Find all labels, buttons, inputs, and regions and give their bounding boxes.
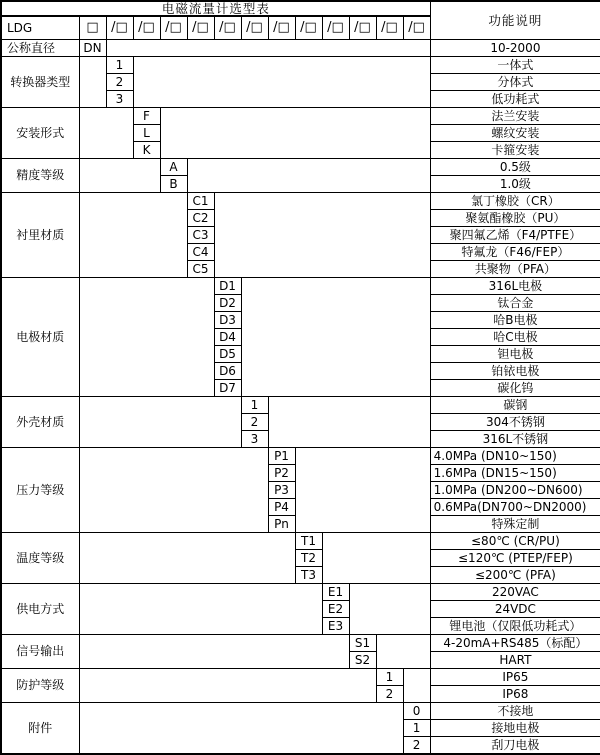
- option-row: [1, 397, 600, 414]
- spacer: [322, 533, 430, 584]
- code-slot-icon: /□: [214, 16, 241, 40]
- option-description: 220VAC: [430, 584, 600, 601]
- code-slot-icon: /□: [268, 16, 295, 40]
- spacer: [349, 584, 430, 635]
- option-code: E2: [322, 601, 349, 618]
- code-slot-icon: /□: [322, 16, 349, 40]
- option-description: 碳化钨: [430, 380, 600, 397]
- option-description: 1.0级: [430, 176, 600, 193]
- diameter-row: [1, 40, 600, 57]
- option-description: 螺纹安装: [430, 125, 600, 142]
- option-description: 分体式: [430, 74, 600, 91]
- category-label: 安装形式: [1, 108, 79, 159]
- option-code: P3: [268, 482, 295, 499]
- spacer: [214, 193, 430, 278]
- option-description: 0.5级: [430, 159, 600, 176]
- spacer: [268, 397, 430, 448]
- option-code: 3: [241, 431, 268, 448]
- category-label: 电极材质: [1, 278, 79, 397]
- option-description: 316L电极: [430, 278, 600, 295]
- option-code: E1: [322, 584, 349, 601]
- function-column-header: 功能说明: [430, 1, 600, 40]
- spacer: [241, 278, 430, 397]
- option-row: [1, 669, 600, 686]
- spacer: [79, 584, 322, 635]
- spacer: [79, 278, 214, 397]
- option-row: [1, 703, 600, 720]
- spacer: [106, 40, 430, 57]
- option-code: C4: [187, 244, 214, 261]
- code-slot-icon: /□: [241, 16, 268, 40]
- option-description: 4-20mA+RS485（标配）: [430, 635, 600, 652]
- category-label: 供电方式: [1, 584, 79, 635]
- option-description: 特氟龙（F46/FEP）: [430, 244, 600, 261]
- option-code: 3: [106, 91, 133, 108]
- spacer: [79, 193, 187, 278]
- option-description: 刮刀电极: [430, 737, 600, 755]
- category-label: 防护等级: [1, 669, 79, 703]
- option-description: 316L不锈钢: [430, 431, 600, 448]
- option-code: D4: [214, 329, 241, 346]
- option-code: K: [133, 142, 160, 159]
- option-code: P4: [268, 499, 295, 516]
- option-code: A: [160, 159, 187, 176]
- option-description: 一体式: [430, 57, 600, 74]
- option-code: 2: [106, 74, 133, 91]
- option-code: D6: [214, 363, 241, 380]
- model-prefix-label: LDG: [1, 16, 79, 40]
- option-code: P1: [268, 448, 295, 465]
- option-description: 共聚物（PFA）: [430, 261, 600, 278]
- option-code: S2: [349, 652, 376, 669]
- code-slot-icon: /□: [106, 16, 133, 40]
- option-code: P2: [268, 465, 295, 482]
- spacer: [79, 397, 241, 448]
- spacer: [376, 635, 430, 669]
- category-label: 衬里材质: [1, 193, 79, 278]
- option-code: L: [133, 125, 160, 142]
- option-description: 氯丁橡胶（CR）: [430, 193, 600, 210]
- option-code: C5: [187, 261, 214, 278]
- page-title: 电磁流量计选型表: [1, 1, 430, 16]
- option-code: T2: [295, 550, 322, 567]
- option-description: IP68: [430, 686, 600, 703]
- option-code: 2: [241, 414, 268, 431]
- option-description: 1.0MPa (DN200~DN600): [430, 482, 600, 499]
- option-code: C2: [187, 210, 214, 227]
- code-slot-icon: /□: [160, 16, 187, 40]
- option-code: DN: [79, 40, 106, 57]
- option-code: T1: [295, 533, 322, 550]
- spacer: [79, 533, 295, 584]
- spacer: [79, 703, 403, 755]
- option-description: 10-2000: [430, 40, 600, 57]
- option-description: 卡箍安装: [430, 142, 600, 159]
- option-row: [1, 193, 600, 210]
- category-label: 外壳材质: [1, 397, 79, 448]
- category-label: 公称直径: [1, 40, 79, 57]
- category-label: 附件: [1, 703, 79, 755]
- option-code: B: [160, 176, 187, 193]
- spacer: [160, 108, 430, 159]
- code-slot-icon: /□: [376, 16, 403, 40]
- category-label: 信号输出: [1, 635, 79, 669]
- option-code: 1: [403, 720, 430, 737]
- option-description: 钛合金: [430, 295, 600, 312]
- code-slot-icon: /□: [133, 16, 160, 40]
- option-description: 1.6MPa (DN15~150): [430, 465, 600, 482]
- option-description: 铂铱电极: [430, 363, 600, 380]
- spacer: [403, 669, 430, 703]
- option-description: 钽电极: [430, 346, 600, 363]
- option-code: C1: [187, 193, 214, 210]
- category-label: 精度等级: [1, 159, 79, 193]
- option-code: F: [133, 108, 160, 125]
- category-label: 压力等级: [1, 448, 79, 533]
- option-description: 聚氨酯橡胶（PU）: [430, 210, 600, 227]
- option-code: 2: [403, 737, 430, 755]
- option-description: 特殊定制: [430, 516, 600, 533]
- option-description: 哈C电极: [430, 329, 600, 346]
- code-slot-icon: /□: [403, 16, 430, 40]
- option-description: 0.6MPa(DN700~DN2000): [430, 499, 600, 516]
- option-description: 哈B电极: [430, 312, 600, 329]
- option-row: [1, 584, 600, 601]
- category-label: 转换器类型: [1, 57, 79, 108]
- spacer: [79, 669, 376, 703]
- option-description: IP65: [430, 669, 600, 686]
- option-row: [1, 57, 600, 74]
- option-code: 1: [106, 57, 133, 74]
- option-code: D7: [214, 380, 241, 397]
- option-description: 接地电极: [430, 720, 600, 737]
- option-code: Pn: [268, 516, 295, 533]
- option-code: 2: [376, 686, 403, 703]
- option-code: 1: [376, 669, 403, 686]
- option-description: 4.0MPa (DN10~150): [430, 448, 600, 465]
- title-row: [1, 1, 600, 16]
- spacer: [79, 159, 160, 193]
- option-row: [1, 448, 600, 465]
- option-description: 24VDC: [430, 601, 600, 618]
- option-code: 0: [403, 703, 430, 720]
- code-slot-icon: /□: [295, 16, 322, 40]
- option-code: D1: [214, 278, 241, 295]
- option-description: 低功耗式: [430, 91, 600, 108]
- option-description: ≤80℃ (CR/PU): [430, 533, 600, 550]
- option-code: D2: [214, 295, 241, 312]
- option-description: 304不锈钢: [430, 414, 600, 431]
- option-description: 锂电池（仅限低功耗式）: [430, 618, 600, 635]
- spacer: [79, 448, 268, 533]
- option-row: [1, 533, 600, 550]
- option-description: 聚四氟乙烯（F4/PTFE）: [430, 227, 600, 244]
- option-code: D5: [214, 346, 241, 363]
- option-description: HART: [430, 652, 600, 669]
- option-description: ≤200℃ (PFA): [430, 567, 600, 584]
- code-slot-icon: /□: [187, 16, 214, 40]
- spacer: [295, 448, 430, 533]
- option-code: 1: [241, 397, 268, 414]
- option-code: T3: [295, 567, 322, 584]
- option-description: 法兰安装: [430, 108, 600, 125]
- code-slot-icon: /□: [349, 16, 376, 40]
- category-label: 温度等级: [1, 533, 79, 584]
- spacer: [79, 108, 133, 159]
- option-description: 不接地: [430, 703, 600, 720]
- option-row: [1, 108, 600, 125]
- option-description: ≤120℃ (PTEP/FEP): [430, 550, 600, 567]
- option-row: [1, 635, 600, 652]
- spacer: [187, 159, 430, 193]
- option-code: S1: [349, 635, 376, 652]
- option-code: D3: [214, 312, 241, 329]
- spacer: [79, 57, 106, 108]
- option-row: [1, 159, 600, 176]
- option-row: [1, 278, 600, 295]
- code-box-icon: □: [79, 16, 106, 40]
- option-description: 碳钢: [430, 397, 600, 414]
- option-code: C3: [187, 227, 214, 244]
- option-code: E3: [322, 618, 349, 635]
- spacer: [133, 57, 430, 108]
- spacer: [79, 635, 349, 669]
